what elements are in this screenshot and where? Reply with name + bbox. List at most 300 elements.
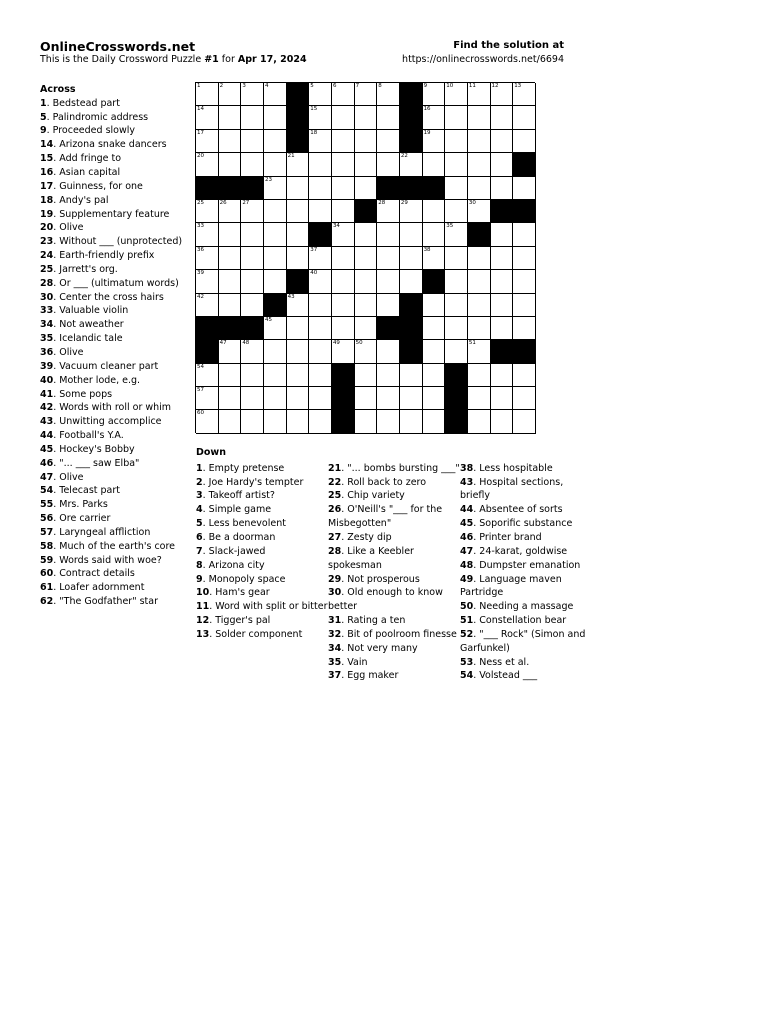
grid-cell[interactable] <box>491 177 514 200</box>
clue-text: . Less hospitable <box>473 462 553 474</box>
grid-cell[interactable] <box>513 177 536 200</box>
grid-cell[interactable] <box>264 247 287 270</box>
grid-cell[interactable] <box>264 410 287 433</box>
clue-item <box>460 656 592 670</box>
clue-text: . Telecast part <box>53 485 121 497</box>
clue-text: . Rating a ten <box>341 615 406 627</box>
grid-cell[interactable] <box>196 294 219 317</box>
grid-cell[interactable] <box>287 364 310 387</box>
grid-cell[interactable] <box>287 223 310 246</box>
grid-cell[interactable] <box>377 247 400 270</box>
grid-cell[interactable] <box>264 130 287 153</box>
grid-cell[interactable] <box>309 247 332 270</box>
clue-text: . Constellation bear <box>473 615 567 627</box>
clue-item <box>40 484 192 498</box>
clue-text: . Andy's pal <box>53 194 109 206</box>
clue-number: 22 <box>328 476 342 488</box>
clue-number: 60 <box>40 568 54 580</box>
clue-text: . Simple game <box>202 504 272 516</box>
grid-cell[interactable] <box>513 410 536 433</box>
grid-cell[interactable] <box>219 83 242 106</box>
clue-number: 45 <box>40 443 54 455</box>
grid-cell[interactable] <box>400 153 423 176</box>
grid-cell[interactable] <box>287 410 310 433</box>
clue-number: 28 <box>40 277 54 289</box>
grid-cell[interactable] <box>377 153 400 176</box>
grid-cell[interactable] <box>468 130 491 153</box>
clue-number: 56 <box>40 513 54 525</box>
grid-cell[interactable] <box>445 106 468 129</box>
grid-cell[interactable] <box>332 200 355 223</box>
clue-text: . Egg maker <box>341 670 399 682</box>
grid-cell[interactable] <box>423 410 446 433</box>
grid-cell[interactable] <box>355 106 378 129</box>
grid-cell[interactable] <box>513 130 536 153</box>
grid-block <box>423 270 446 293</box>
grid-cell[interactable] <box>332 317 355 340</box>
grid-cell[interactable] <box>491 153 514 176</box>
cell-number: 21 <box>287 153 295 160</box>
clue-number: 36 <box>40 346 54 358</box>
grid-cell[interactable] <box>377 83 400 106</box>
grid-cell[interactable] <box>287 177 310 200</box>
grid-cell[interactable] <box>400 247 423 270</box>
grid-cell[interactable] <box>241 223 264 246</box>
grid-cell[interactable] <box>468 410 491 433</box>
clue-number: 3 <box>196 490 203 502</box>
grid-cell[interactable] <box>264 223 287 246</box>
clue-text: . Roll back to zero <box>341 476 427 488</box>
grid-cell[interactable] <box>513 387 536 410</box>
grid-cell[interactable] <box>219 270 242 293</box>
clue-text: . Hockey's Bobby <box>53 443 135 455</box>
grid-cell[interactable] <box>468 387 491 410</box>
cell-number: 34 <box>332 223 340 230</box>
clue-item <box>40 554 192 568</box>
grid-cell[interactable] <box>196 153 219 176</box>
clue-text: . Soporific substance <box>473 518 573 530</box>
grid-cell[interactable] <box>219 294 242 317</box>
clue-item <box>196 531 328 545</box>
grid-cell[interactable] <box>287 387 310 410</box>
grid-cell[interactable] <box>491 83 514 106</box>
grid-cell[interactable] <box>219 410 242 433</box>
grid-cell[interactable] <box>377 270 400 293</box>
grid-cell[interactable] <box>355 270 378 293</box>
grid-cell[interactable] <box>287 317 310 340</box>
grid-cell[interactable] <box>309 294 332 317</box>
clue-item <box>40 512 192 526</box>
clue-text: . Palindromic address <box>46 111 149 123</box>
grid-cell[interactable] <box>423 130 446 153</box>
grid-cell[interactable] <box>445 247 468 270</box>
grid-block <box>287 106 310 129</box>
clue-text: . Bit of poolroom finesse <box>341 628 457 640</box>
grid-cell[interactable] <box>355 247 378 270</box>
grid-cell[interactable] <box>309 153 332 176</box>
grid-cell[interactable] <box>355 317 378 340</box>
cell-number: 36 <box>197 246 204 253</box>
grid-cell[interactable] <box>400 364 423 387</box>
grid-cell[interactable] <box>355 83 378 106</box>
clue-item <box>196 489 328 503</box>
grid-cell[interactable] <box>355 177 378 200</box>
clue-number: 9 <box>40 125 47 137</box>
down-heading: Down <box>196 447 226 458</box>
grid-cell[interactable] <box>468 364 491 387</box>
grid-cell[interactable] <box>468 247 491 270</box>
grid-cell[interactable] <box>287 340 310 363</box>
grid-cell[interactable] <box>423 200 446 223</box>
grid-cell[interactable] <box>264 200 287 223</box>
grid-cell[interactable] <box>423 364 446 387</box>
clue-item <box>460 462 592 476</box>
grid-cell[interactable] <box>241 106 264 129</box>
grid-cell[interactable] <box>355 153 378 176</box>
grid-cell[interactable] <box>219 387 242 410</box>
grid-cell[interactable] <box>264 177 287 200</box>
clue-number: 46 <box>460 532 474 544</box>
grid-cell[interactable] <box>423 106 446 129</box>
clue-number: 29 <box>328 573 342 585</box>
grid-cell[interactable] <box>491 317 514 340</box>
cell-number: 13 <box>514 83 522 89</box>
grid-cell[interactable] <box>377 387 400 410</box>
grid-cell[interactable] <box>241 340 264 363</box>
cell-number: 11 <box>468 83 476 89</box>
grid-cell[interactable] <box>332 270 355 293</box>
grid-cell[interactable] <box>264 364 287 387</box>
grid-cell[interactable] <box>196 247 219 270</box>
grid-cell[interactable] <box>400 270 423 293</box>
grid-cell[interactable] <box>513 106 536 129</box>
grid-cell[interactable] <box>219 340 242 363</box>
grid-cell[interactable] <box>445 130 468 153</box>
puzzle-date: Apr 17, 2024 <box>237 54 307 65</box>
cell-number: 27 <box>242 199 250 206</box>
grid-cell[interactable] <box>264 317 287 340</box>
grid-cell[interactable] <box>445 200 468 223</box>
grid-cell[interactable] <box>491 270 514 293</box>
grid-cell[interactable] <box>264 340 287 363</box>
grid-cell[interactable] <box>309 317 332 340</box>
grid-cell[interactable] <box>468 340 491 363</box>
grid-cell[interactable] <box>332 153 355 176</box>
grid-cell[interactable] <box>423 387 446 410</box>
grid-cell[interactable] <box>445 317 468 340</box>
grid-cell[interactable] <box>264 153 287 176</box>
grid-cell[interactable] <box>513 364 536 387</box>
grid-cell[interactable] <box>309 340 332 363</box>
cell-number: 2 <box>219 83 224 89</box>
grid-cell[interactable] <box>196 106 219 129</box>
grid-block <box>332 387 355 410</box>
grid-cell[interactable] <box>287 153 310 176</box>
grid-block <box>400 294 423 317</box>
grid-cell[interactable] <box>196 364 219 387</box>
clue-item <box>40 415 192 429</box>
grid-block <box>513 340 536 363</box>
clue-text: . Some pops <box>53 388 113 400</box>
clue-number: 55 <box>40 499 54 511</box>
clue-text: . Unwitting accomplice <box>53 416 162 428</box>
clue-item <box>40 374 192 388</box>
clue-item <box>196 503 328 517</box>
grid-cell[interactable] <box>491 410 514 433</box>
clue-number: 50 <box>460 601 474 613</box>
grid-cell[interactable] <box>309 177 332 200</box>
grid-cell[interactable] <box>423 83 446 106</box>
grid-cell[interactable] <box>445 294 468 317</box>
grid-cell[interactable] <box>264 387 287 410</box>
grid-cell[interactable] <box>355 294 378 317</box>
grid-cell[interactable] <box>196 410 219 433</box>
grid-cell[interactable] <box>468 153 491 176</box>
grid-cell[interactable] <box>445 177 468 200</box>
grid-cell[interactable] <box>219 130 242 153</box>
grid-cell[interactable] <box>491 223 514 246</box>
grid-cell[interactable] <box>309 387 332 410</box>
clue-number: 45 <box>460 518 474 530</box>
grid-cell[interactable] <box>377 294 400 317</box>
clue-number: 30 <box>40 291 54 303</box>
grid-cell[interactable] <box>241 153 264 176</box>
grid-cell[interactable] <box>196 200 219 223</box>
grid-cell[interactable] <box>423 223 446 246</box>
clue-number: 10 <box>196 587 210 599</box>
grid-cell[interactable] <box>513 317 536 340</box>
cell-number: 38 <box>423 246 431 253</box>
grid-cell[interactable] <box>241 387 264 410</box>
grid-cell[interactable] <box>332 294 355 317</box>
grid-cell[interactable] <box>309 106 332 129</box>
grid-cell[interactable] <box>445 83 468 106</box>
grid-cell[interactable] <box>309 364 332 387</box>
grid-cell[interactable] <box>196 83 219 106</box>
grid-cell[interactable] <box>287 200 310 223</box>
grid-cell[interactable] <box>377 223 400 246</box>
cell-number: 48 <box>242 340 250 347</box>
grid-cell[interactable] <box>400 223 423 246</box>
clue-text: . Football's Y.A. <box>53 430 124 442</box>
grid-cell[interactable] <box>309 200 332 223</box>
grid-block <box>400 106 423 129</box>
clue-text: . Needing a massage <box>473 601 574 613</box>
grid-cell[interactable] <box>423 294 446 317</box>
grid-cell[interactable] <box>355 364 378 387</box>
clue-number: 37 <box>328 670 342 682</box>
grid-cell[interactable] <box>377 130 400 153</box>
grid-cell[interactable] <box>332 340 355 363</box>
cell-number: 9 <box>423 83 428 89</box>
grid-cell[interactable] <box>468 317 491 340</box>
grid-block <box>287 270 310 293</box>
grid-cell[interactable] <box>332 223 355 246</box>
grid-cell[interactable] <box>377 410 400 433</box>
clue-item <box>196 600 328 614</box>
clue-item <box>196 586 328 600</box>
grid-cell[interactable] <box>264 83 287 106</box>
grid-cell[interactable] <box>513 294 536 317</box>
grid-cell[interactable] <box>513 247 536 270</box>
grid-cell[interactable] <box>241 410 264 433</box>
grid-cell[interactable] <box>196 270 219 293</box>
grid-cell[interactable] <box>355 223 378 246</box>
grid-cell[interactable] <box>377 106 400 129</box>
grid-cell[interactable] <box>196 130 219 153</box>
grid-cell[interactable] <box>491 106 514 129</box>
clue-item <box>328 642 460 656</box>
grid-cell[interactable] <box>309 130 332 153</box>
grid-cell[interactable] <box>355 340 378 363</box>
grid-cell[interactable] <box>377 200 400 223</box>
grid-block <box>513 153 536 176</box>
grid-cell[interactable] <box>400 200 423 223</box>
clue-number: 8 <box>196 559 203 571</box>
clue-text: . Ness et al. <box>473 656 530 668</box>
clue-number: 43 <box>40 416 54 428</box>
grid-cell[interactable] <box>196 387 219 410</box>
grid-cell[interactable] <box>377 364 400 387</box>
grid-cell[interactable] <box>309 270 332 293</box>
grid-cell[interactable] <box>264 106 287 129</box>
grid-cell[interactable] <box>241 83 264 106</box>
grid-cell[interactable] <box>423 340 446 363</box>
grid-cell[interactable] <box>332 247 355 270</box>
clue-number: 21 <box>328 462 342 474</box>
clue-item <box>196 476 328 490</box>
grid-cell[interactable] <box>468 200 491 223</box>
clue-number: 61 <box>40 582 54 594</box>
cell-number: 12 <box>491 83 499 89</box>
clue-number: 42 <box>40 402 54 414</box>
clue-item <box>40 567 192 581</box>
grid-cell[interactable] <box>400 410 423 433</box>
grid-cell[interactable] <box>241 270 264 293</box>
clue-item <box>40 318 192 332</box>
cell-number: 33 <box>197 223 204 230</box>
grid-cell[interactable] <box>423 317 446 340</box>
grid-cell[interactable] <box>332 83 355 106</box>
clue-item <box>328 489 460 503</box>
grid-cell[interactable] <box>445 340 468 363</box>
grid-cell[interactable] <box>219 223 242 246</box>
grid-cell[interactable] <box>355 410 378 433</box>
clue-text: . Jarrett's org. <box>53 263 118 275</box>
grid-cell[interactable] <box>423 153 446 176</box>
grid-cell[interactable] <box>468 106 491 129</box>
grid-cell[interactable] <box>287 294 310 317</box>
clue-item <box>40 429 192 443</box>
grid-cell[interactable] <box>241 200 264 223</box>
clue-number: 51 <box>460 615 474 627</box>
grid-cell[interactable] <box>219 153 242 176</box>
cell-number: 20 <box>197 153 204 160</box>
grid-cell[interactable] <box>287 247 310 270</box>
clue-text: . Printer brand <box>473 532 542 544</box>
grid-cell[interactable] <box>491 294 514 317</box>
grid-cell[interactable] <box>423 247 446 270</box>
clue-text: . Monopoly space <box>202 573 286 585</box>
grid-cell[interactable] <box>332 130 355 153</box>
grid-cell[interactable] <box>468 83 491 106</box>
clue-item <box>40 581 192 595</box>
cell-number: 26 <box>219 199 227 206</box>
grid-cell[interactable] <box>491 387 514 410</box>
clue-text: . Tigger's pal <box>209 615 271 627</box>
grid-cell[interactable] <box>491 130 514 153</box>
grid-cell[interactable] <box>445 270 468 293</box>
grid-cell[interactable] <box>264 270 287 293</box>
grid-cell[interactable] <box>241 130 264 153</box>
grid-cell[interactable] <box>332 106 355 129</box>
grid-cell[interactable] <box>513 270 536 293</box>
grid-cell[interactable] <box>491 247 514 270</box>
clue-number: 44 <box>40 430 54 442</box>
grid-cell[interactable] <box>400 387 423 410</box>
clue-number: 11 <box>196 601 210 613</box>
clue-item <box>40 291 192 305</box>
grid-cell[interactable] <box>468 270 491 293</box>
grid-block <box>491 200 514 223</box>
grid-cell[interactable] <box>468 294 491 317</box>
grid-cell[interactable] <box>219 200 242 223</box>
clue-number: 44 <box>460 504 474 516</box>
grid-cell[interactable] <box>377 340 400 363</box>
grid-cell[interactable] <box>332 177 355 200</box>
grid-cell[interactable] <box>309 410 332 433</box>
grid-cell[interactable] <box>355 130 378 153</box>
clue-number: 39 <box>40 360 54 372</box>
clue-item <box>40 471 192 485</box>
grid-cell[interactable] <box>309 83 332 106</box>
grid-cell[interactable] <box>219 106 242 129</box>
grid-block <box>377 317 400 340</box>
clue-text: . Like a Keebler spokesman <box>328 545 414 571</box>
grid-cell[interactable] <box>241 247 264 270</box>
grid-block <box>468 223 491 246</box>
grid-cell[interactable] <box>355 387 378 410</box>
clue-text: . O'Neill's "___ for the Misbegotten" <box>328 504 443 530</box>
clue-number: 31 <box>328 615 342 627</box>
cell-number: 30 <box>468 199 476 206</box>
grid-cell[interactable] <box>241 364 264 387</box>
subtitle-for: for <box>218 54 238 65</box>
clue-text: . Vacuum cleaner part <box>53 360 159 372</box>
grid-cell[interactable] <box>513 83 536 106</box>
grid-cell[interactable] <box>219 364 242 387</box>
cell-number: 37 <box>310 246 318 253</box>
grid-block <box>400 130 423 153</box>
clue-text: . Or ___ (ultimatum words) <box>53 277 179 289</box>
clue-text: . "The Godfather" star <box>53 596 158 608</box>
grid-cell[interactable] <box>468 177 491 200</box>
clue-number: 14 <box>40 139 54 151</box>
clue-text: . Dumpster emanation <box>473 559 581 571</box>
grid-cell[interactable] <box>219 247 242 270</box>
clue-item <box>40 124 192 138</box>
grid-block <box>513 200 536 223</box>
grid-cell[interactable] <box>241 294 264 317</box>
grid-cell[interactable] <box>196 223 219 246</box>
grid-cell[interactable] <box>491 364 514 387</box>
grid-cell[interactable] <box>445 153 468 176</box>
grid-cell[interactable] <box>513 223 536 246</box>
clue-number: 28 <box>328 545 342 557</box>
cell-number: 51 <box>468 340 476 347</box>
cell-number: 50 <box>355 340 363 347</box>
grid-cell[interactable] <box>445 223 468 246</box>
